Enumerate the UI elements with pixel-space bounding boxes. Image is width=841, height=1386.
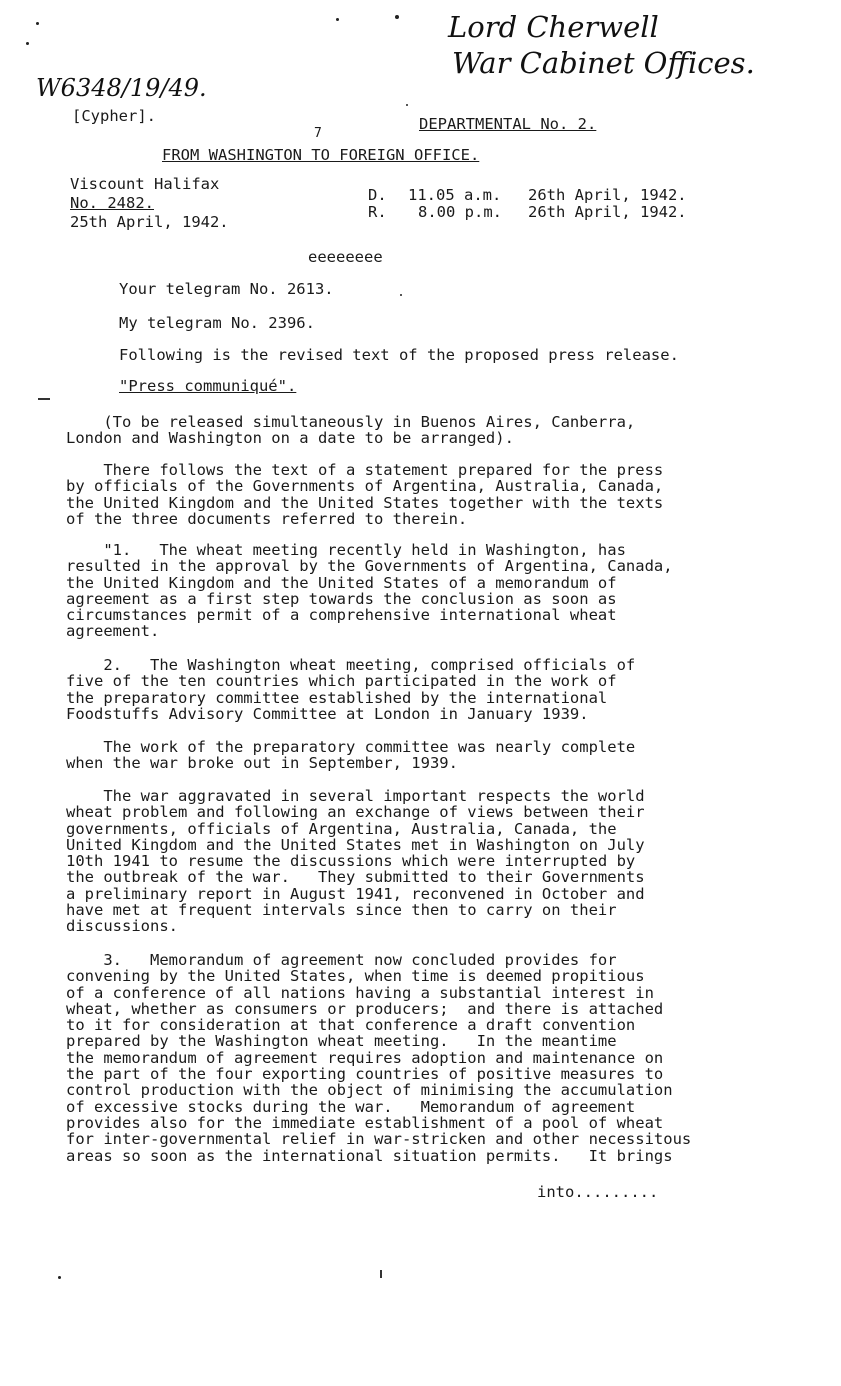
sender-name: Viscount Halifax xyxy=(70,175,220,193)
route-heading: FROM WASHINGTON TO FOREIGN OFFICE. xyxy=(162,146,480,164)
cypher-label: [Cypher]. xyxy=(72,107,156,125)
sender-date: 25th April, 1942. xyxy=(70,213,229,231)
paragraph-line: of excessive stocks during the war. Memorandum of agreement xyxy=(66,1097,636,1116)
received-date: 26th April, 1942. xyxy=(528,203,687,221)
handwritten-addressee-line2: War Cabinet Offices. xyxy=(452,46,755,80)
paragraph-line: 2. The Washington wheat meeting, comprised officials of xyxy=(66,656,636,674)
paragraph-line: the outbreak of the war. They submitted to their Governments xyxy=(66,868,645,887)
paragraph-line: control production with the object of minimising the accumulation xyxy=(66,1081,673,1100)
paragraph-line: "1. The wheat meeting recently held in Washington, has xyxy=(66,541,626,559)
paragraph-line: convening by the United States, when time is deemed propitious xyxy=(66,967,645,986)
dispatched-time: 11.05 a.m. xyxy=(408,186,502,204)
paragraph-line: have met at frequent intervals since then to carry on their xyxy=(66,901,617,920)
scan-speck xyxy=(395,15,399,19)
paragraph-line: The work of the preparatory committee was nearly complete xyxy=(66,738,636,756)
paragraph-war-discussions xyxy=(66,788,645,935)
paragraph-line: of the three documents referred to therein. xyxy=(66,509,468,528)
received-label: R. xyxy=(368,203,387,221)
scan-mark xyxy=(38,398,50,400)
paragraph-2 xyxy=(66,657,635,722)
paragraph-line: agreement. xyxy=(66,622,160,641)
paragraph-line: areas so soon as the international situation permits. It brings xyxy=(66,1146,673,1165)
paragraph-line: when the war broke out in September, 1939. xyxy=(66,754,458,773)
paragraph-line: Foodstuffs Advisory Committee at London in January 1939. xyxy=(66,704,589,723)
paragraph-line: discussions. xyxy=(66,917,178,936)
paragraph-line: London and Washington on a date to be arranged). xyxy=(66,429,514,448)
departmental-number: DEPARTMENTAL No. 2. xyxy=(419,115,597,133)
communique-heading: "Press communiqué". xyxy=(119,377,297,395)
handwritten-reference: W6348/19/49. xyxy=(36,74,207,102)
scan-speck xyxy=(58,1276,61,1279)
paragraph-line: by officials of the Governments of Argentina, Australia, Canada, xyxy=(66,477,664,496)
paragraph-1 xyxy=(66,542,673,640)
separator: eeeeeeee xyxy=(308,248,383,266)
paragraph-line: United Kingdom and the United States met in Washington on July xyxy=(66,835,645,854)
paragraph-line: agreement as a first step towards the conclusion as soon as xyxy=(66,589,617,608)
paragraph-3 xyxy=(66,952,691,1164)
paragraph-line: prepared by the Washington wheat meeting. In the meantime xyxy=(66,1032,617,1051)
paragraph-line: for inter-governmental relief in war-stricken and other necessitous xyxy=(66,1130,692,1149)
paragraph-line: wheat, whether as consumers or producers; and there is attached xyxy=(66,999,664,1018)
your-telegram-ref: Your telegram No. 2613. xyxy=(119,280,334,298)
paragraph-line: the United Kingdom and the United States together with the texts xyxy=(66,493,664,512)
scan-speck xyxy=(400,294,402,296)
paragraph-line: of a conference of all nations having a substantial interest in xyxy=(66,983,654,1002)
paragraph-line: the memorandum of agreement requires adoption and maintenance on xyxy=(66,1048,664,1067)
paragraph-line: resulted in the approval by the Governments of Argentina, Canada, xyxy=(66,557,673,576)
paragraph-line: the United Kingdom and the United States of a memorandum of xyxy=(66,573,617,592)
paragraph-line: There follows the text of a statement prepared for the press xyxy=(66,461,664,479)
paragraph-line: provides also for the immediate establishment of a pool of wheat xyxy=(66,1113,664,1132)
my-telegram-ref: My telegram No. 2396. xyxy=(119,314,315,332)
paragraph-preparatory-work xyxy=(66,739,635,772)
paragraph-line: wheat problem and following an exchange of views between their xyxy=(66,803,645,822)
scan-speck xyxy=(36,22,39,25)
paragraph-line: to it for consideration at that conference a draft convention xyxy=(66,1016,636,1035)
paragraph-line: governments, officials of Argentina, Australia, Canada, the xyxy=(66,819,617,838)
handwritten-addressee-line1: Lord Cherwell xyxy=(448,10,659,44)
page-marker: 7 xyxy=(314,126,322,141)
continuation-catchword: into......... xyxy=(537,1183,659,1201)
paragraph-line: five of the ten countries which participated in the work of xyxy=(66,672,617,691)
scan-mark xyxy=(380,1270,382,1278)
dispatched-label: D. xyxy=(368,186,387,204)
paragraph-line: the part of the four exporting countries of positive measures to xyxy=(66,1065,664,1084)
paragraph-line: the preparatory committee established by the international xyxy=(66,688,608,707)
paragraph-line: 10th 1941 to resume the discussions which were interrupted by xyxy=(66,852,636,871)
paragraph-release-note xyxy=(66,414,635,447)
paragraph-line: The war aggravated in several important respects the world xyxy=(66,787,645,805)
scan-speck xyxy=(336,18,339,21)
paragraph-line: a preliminary report in August 1941, reconvened in October and xyxy=(66,884,645,903)
received-time: 8.00 p.m. xyxy=(418,203,502,221)
paragraph-line: (To be released simultaneously in Buenos Aires, Canberra, xyxy=(66,413,636,431)
paragraph-statement-intro xyxy=(66,462,663,527)
scan-speck xyxy=(406,104,408,106)
scan-speck xyxy=(26,42,29,45)
telegram-number: No. 2482. xyxy=(70,194,154,212)
dispatched-date: 26th April, 1942. xyxy=(528,186,687,204)
following-line: Following is the revised text of the proposed press release. xyxy=(119,346,679,364)
paragraph-line: 3. Memorandum of agreement now concluded provides for xyxy=(66,951,617,969)
paragraph-line: circumstances permit of a comprehensive international wheat xyxy=(66,606,617,625)
